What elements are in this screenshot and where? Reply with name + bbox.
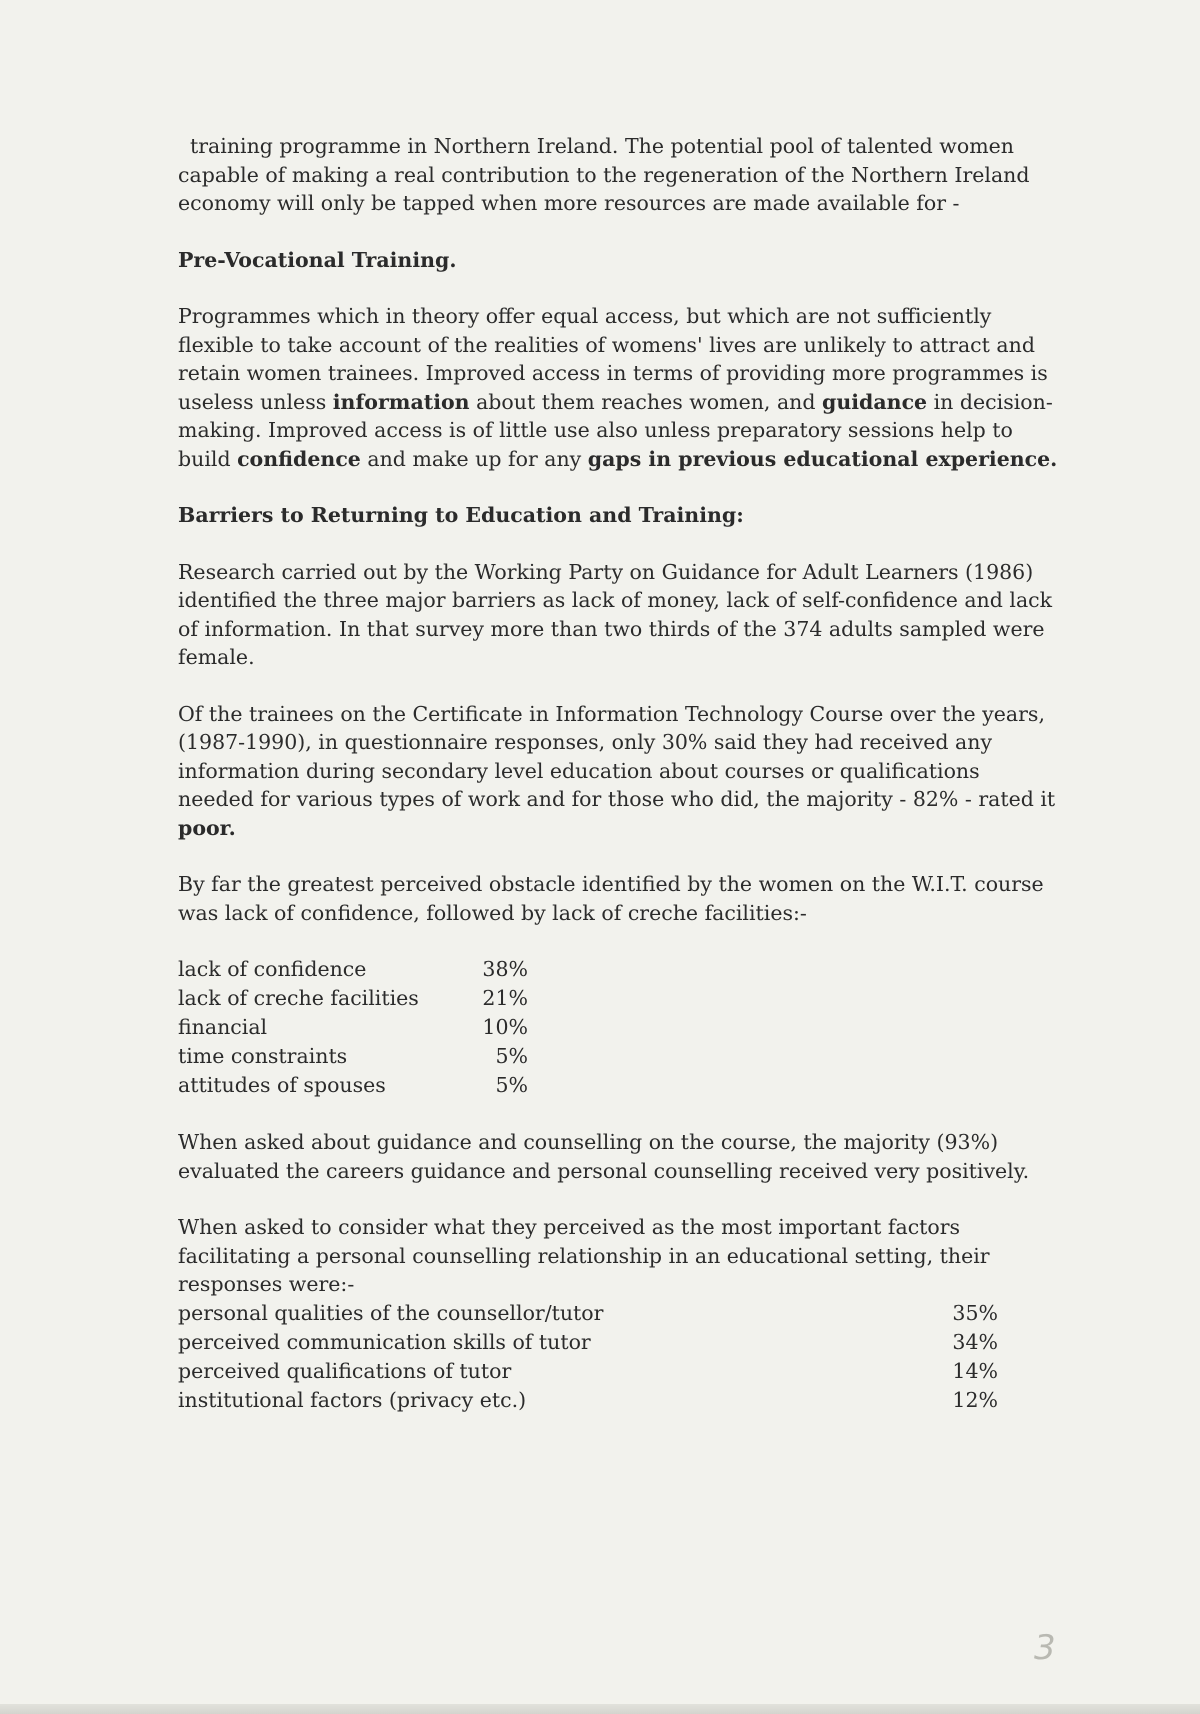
factor-label: perceived communication skills of tutor — [178, 1329, 591, 1354]
table-row — [178, 955, 528, 984]
factor-value: 12% — [952, 1387, 998, 1412]
prevocational-text-2: about them reaches women, and — [469, 389, 823, 414]
prevocational-paragraph — [178, 302, 1058, 473]
prevocational-text-1: Programmes which in theory offer equal access, but which are not sufficiently flexible to take account of the realities of womens' lives are unlikely to attract and retain women trainees. Improved access in terms of providing more programmes is useless unless — [178, 304, 1048, 414]
factor-label: perceived qualifications of tutor — [178, 1358, 512, 1383]
factor-value: 35% — [952, 1300, 998, 1325]
intro-paragraph: training programme in Northern Ireland. The potential pool of talented women capable of making a real contribution to the regeneration of the Northern Ireland economy will only be tapped when more resources are made available for - — [178, 134, 1030, 215]
table-row — [178, 984, 528, 1013]
trainees-bold-poor: poor. — [178, 815, 236, 840]
factor-value: 14% — [952, 1358, 998, 1383]
obstacle-label: time constraints — [178, 1044, 348, 1068]
prevocational-bold-confidence: confidence — [237, 446, 361, 471]
heading-barriers: Barriers to Returning to Education and Training: — [178, 503, 744, 527]
factors-table — [178, 1299, 998, 1415]
factors-paragraph: When asked to consider what they perceived as the most important factors facilitating a personal counselling relationship in an educational setting, their responses were:- — [178, 1215, 990, 1296]
factor-value: 34% — [952, 1329, 998, 1354]
prevocational-text-4: and make up for any — [360, 446, 588, 471]
table-row — [178, 1071, 528, 1100]
table-row — [178, 1013, 528, 1042]
trainees-paragraph — [178, 700, 1058, 843]
obstacle-value: 5% — [495, 1044, 528, 1068]
guidance-paragraph: When asked about guidance and counselling on the course, the majority (93%) evaluated the careers guidance and personal counselling received very positively. — [178, 1130, 1030, 1183]
table-row — [178, 1328, 998, 1357]
table-row — [178, 1299, 998, 1328]
table-row — [178, 1386, 998, 1415]
obstacle-paragraph: By far the greatest perceived obstacle identified by the women on the W.I.T. course was lack of confidence, followed by lack of creche facilities:- — [178, 872, 1044, 925]
obstacle-value: 38% — [482, 957, 528, 981]
heading-prevocational: Pre-Vocational Training. — [178, 247, 457, 272]
prevocational-bold-gaps: gaps in previous educational experience. — [587, 446, 1058, 471]
factor-label: institutional factors (privacy etc.) — [178, 1387, 527, 1412]
page-bottom-edge — [0, 1704, 1200, 1714]
obstacle-value: 10% — [482, 1015, 528, 1039]
prevocational-bold-guidance: guidance — [822, 389, 928, 414]
prevocational-text-3: in decision-making. Improved access is of little use also unless preparatory sessions help to build — [178, 389, 1053, 471]
obstacle-value: 21% — [482, 986, 528, 1010]
table-row — [178, 1042, 528, 1071]
research-paragraph: Research carried out by the Working Party on Guidance for Adult Learners (1986) identified the three major barriers as lack of money, lack of self-confidence and lack of information. In that survey more than two thirds of the 374 adults sampled were female. — [178, 559, 1053, 669]
trainees-text: Of the trainees on the Certificate in Information Technology Course over the years, (1987-1990), in questionnaire responses, only 30% said they had received any information during secondary level education about courses or qualifications needed for various types of work and for those who did, the majority - 82% - rated it — [178, 701, 1056, 811]
obstacle-label: financial — [178, 1015, 268, 1039]
obstacles-table — [178, 955, 528, 1100]
obstacle-label: attitudes of spouses — [178, 1073, 386, 1097]
prevocational-bold-information: information — [332, 389, 470, 414]
document-body — [178, 132, 1058, 1415]
factor-label: personal qualities of the counsellor/tutor — [178, 1300, 604, 1325]
obstacle-value: 5% — [495, 1073, 528, 1097]
obstacle-label: lack of confidence — [178, 957, 367, 981]
table-row — [178, 1357, 998, 1386]
obstacle-label: lack of creche facilities — [178, 986, 419, 1010]
page-number: 3 — [1034, 1628, 1056, 1668]
